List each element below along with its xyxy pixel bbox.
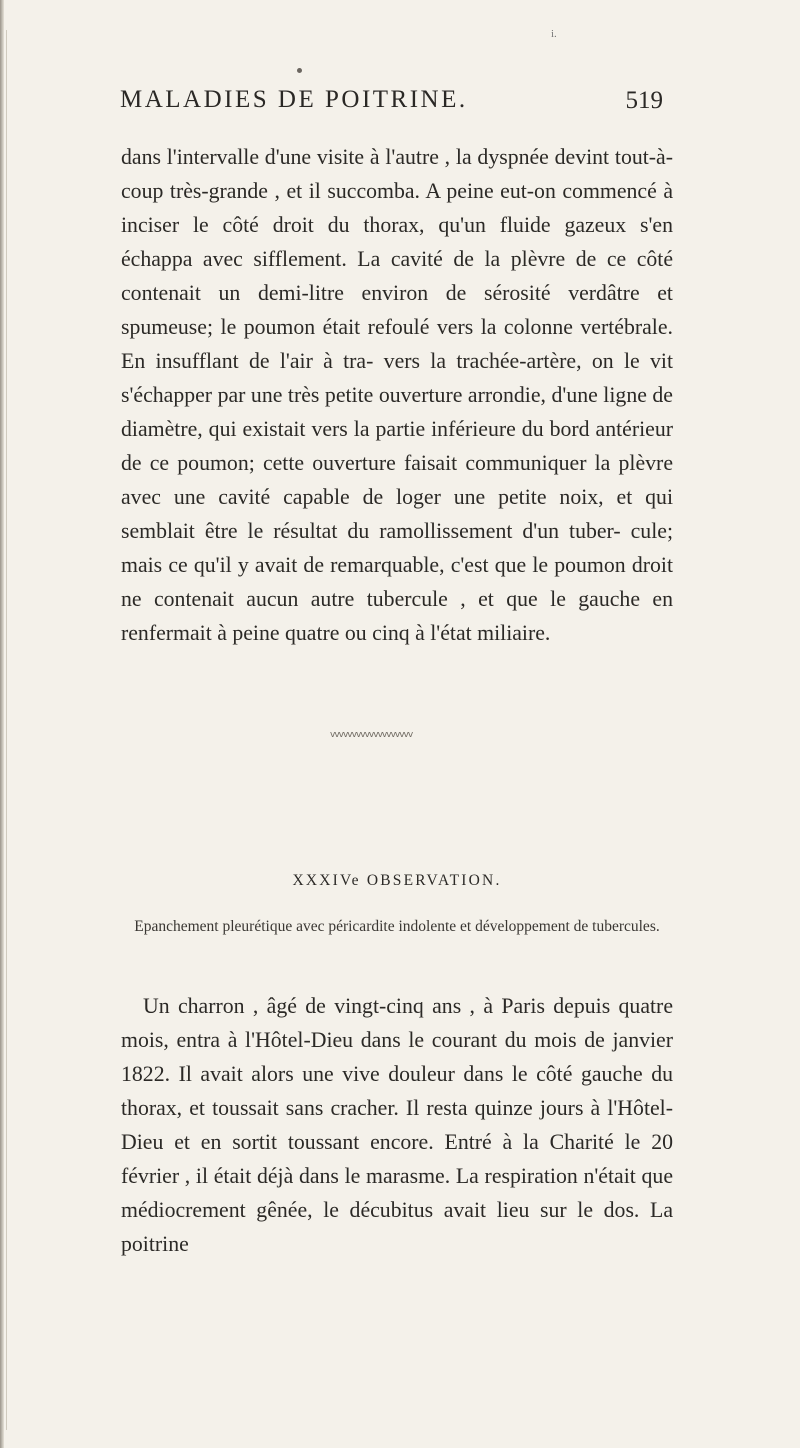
page-binding-edge	[0, 0, 4, 1448]
page-binding-shadow	[6, 30, 7, 1430]
body-paragraph-2: Un charron , âgé de vingt-cinq ans , à Paris depuis quatre mois, entra à l'Hôtel-Dieu dans le courant du mois de janvier 1822. Il avait alors une vive douleur dans le côté gauche du thorax, et toussait sans cracher. Il resta quinze jours à l'Hôtel-Dieu et en sortit toussant encore. Entré à la Charité le 20 février , il était déjà dans le marasme. La respiration n'était que médiocrement gênée, le décubitus avait lieu sur le dos. La poitrine	[121, 994, 673, 1256]
section-ornament: vvvvvvvvvvvvvvvvvvv	[330, 730, 413, 740]
ink-speck	[297, 68, 302, 73]
page-number: 519	[625, 87, 663, 114]
section-title: XXXIVe OBSERVATION.	[292, 872, 502, 889]
running-title: MALADIES DE POITRINE.	[120, 86, 468, 113]
section-subtitle: Epanchement pleurétique avec péricardite indolente et développement de tubercules.	[134, 918, 660, 935]
running-head	[120, 86, 675, 126]
corner-mark: i.	[551, 28, 557, 40]
body-paragraph-1: dans l'intervalle d'une visite à l'autre , la dyspnée devint tout-à-coup très-grande , et il succomba. A peine eut-on commencé à inciser le côté droit du thorax, qu'un fluide gazeux s'en échappa avec sifflement. La cavité de la plèvre de ce côté contenait un demi-litre environ de sérosité verdâtre et spumeuse; le poumon était refoulé vers la colonne vertébrale. En insufflant de l'air à tra- vers la trachée-artère, on le vit s'échapper par une très petite ouverture arrondie, d'une ligne de diamètre, qui existait vers la partie inférieure du bord antérieur de ce poumon; cette ouverture faisait communiquer la plèvre avec une cavité capable de loger une petite noix, et qui semblait être le résultat du ramollissement d'un tuber- cule; mais ce qu'il y avait de remarquable, c'est que le poumon droit ne contenait aucun autre tubercule , et que le gauche en renfermait à peine quatre ou cinq à l'état miliaire.	[121, 145, 673, 645]
